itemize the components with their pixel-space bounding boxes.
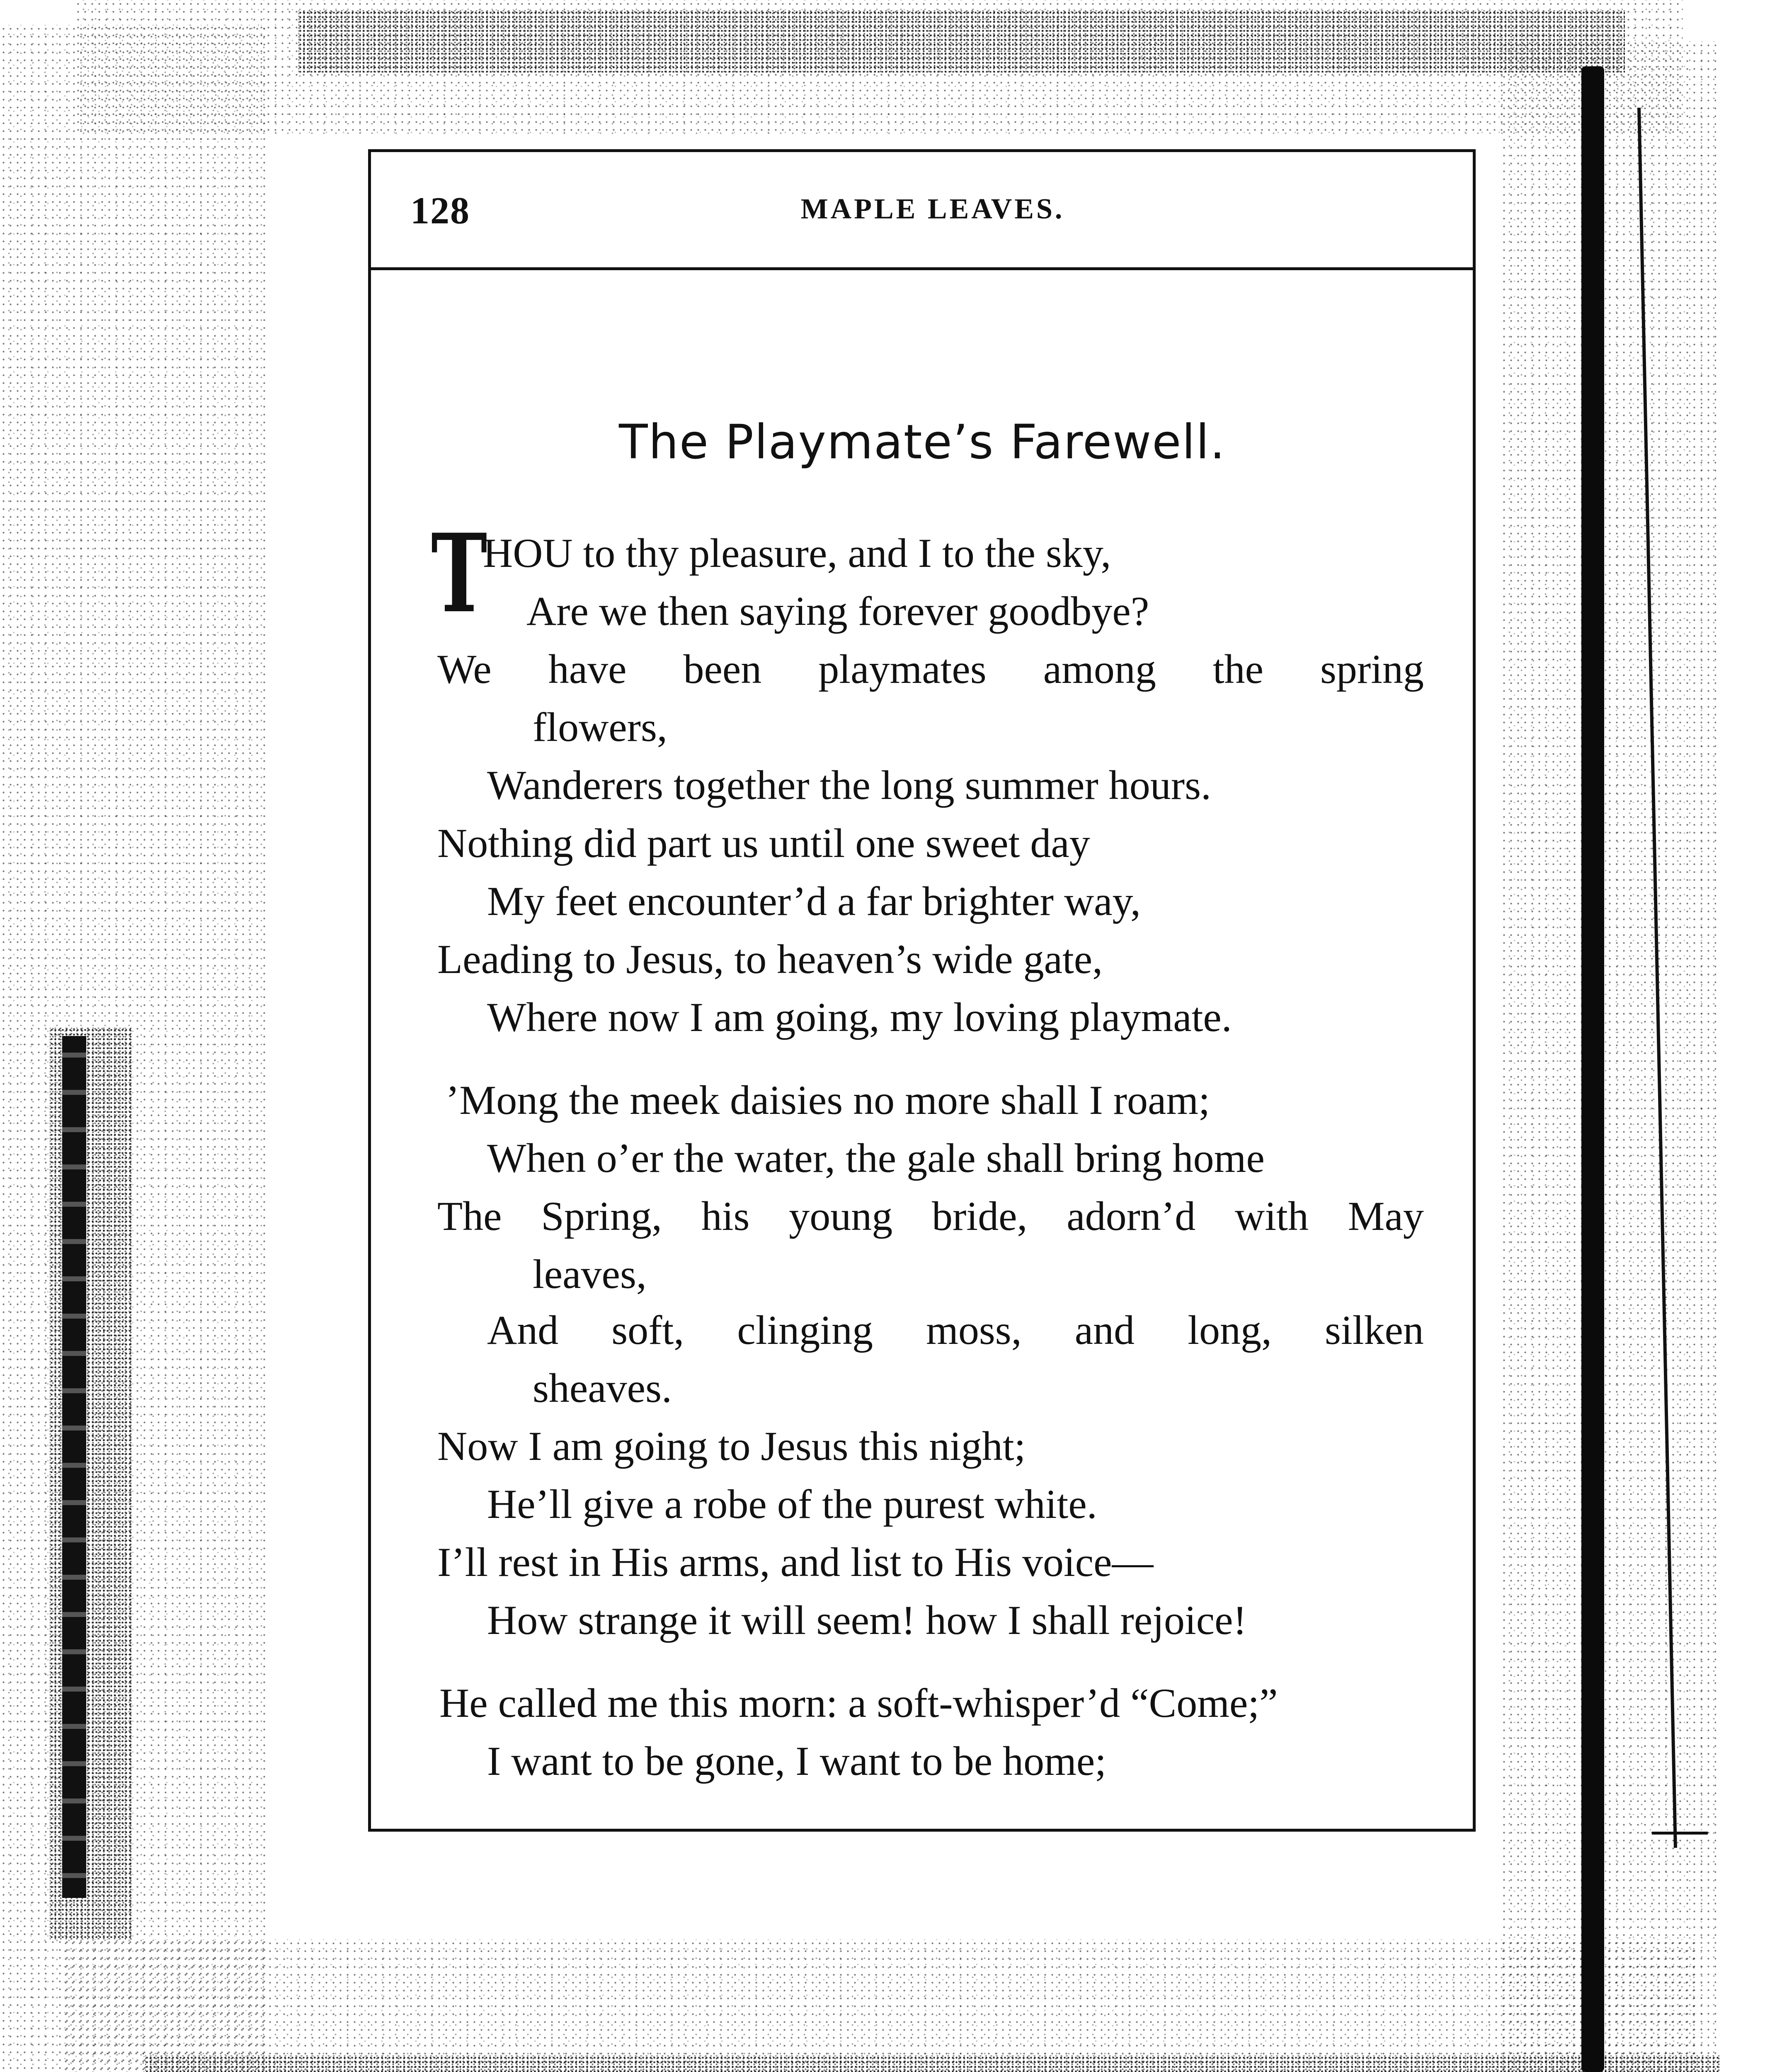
- word: adorn’d: [1067, 1193, 1196, 1239]
- page-number: 128: [410, 189, 470, 232]
- adjacent-page-edge: [1581, 66, 1604, 2072]
- poem-line: flowers,: [533, 704, 667, 750]
- scan-noise-left: [0, 25, 265, 2072]
- word: soft,: [611, 1307, 684, 1353]
- poem-line: Now I am going to Jesus this night;: [437, 1423, 1026, 1469]
- scan-noise-top: [75, 0, 1683, 137]
- word: his: [701, 1193, 750, 1239]
- poem-line: Leading to Jesus, to heaven’s wide gate,: [437, 936, 1103, 982]
- word: silken: [1325, 1307, 1424, 1353]
- poem-line-justified: [487, 1307, 1424, 1353]
- poem-line: HOU to thy pleasure, and I to the sky,: [483, 530, 1111, 576]
- word: We: [437, 646, 492, 692]
- word: spring: [1320, 646, 1424, 692]
- poem-line: Where now I am going, my loving playmate.: [487, 994, 1232, 1040]
- word: May: [1348, 1193, 1424, 1239]
- word: have: [548, 646, 627, 692]
- poem-line: leaves,: [533, 1251, 647, 1297]
- scan-noise-bottom: [62, 1939, 1700, 2072]
- word: bride,: [932, 1193, 1028, 1239]
- word: moss,: [926, 1307, 1022, 1353]
- poem-line: Wanderers together the long summer hours.: [487, 762, 1212, 808]
- poem-line: He’ll give a robe of the purest white.: [487, 1481, 1097, 1527]
- scan-edge-top: [298, 10, 1625, 73]
- poem-line: He called me this morn: a soft-whisper’d “Come;”: [439, 1680, 1278, 1726]
- word: been: [683, 646, 762, 692]
- scan-edge-bottom: [145, 2055, 1720, 2072]
- word: long,: [1188, 1307, 1272, 1353]
- poem-line: I want to be gone, I want to be home;: [487, 1738, 1107, 1784]
- binding-shadow: [62, 1036, 86, 1898]
- poem-line: ’Mong the meek daisies no more shall I roam;: [446, 1077, 1210, 1123]
- poem-line-justified: [437, 1193, 1424, 1239]
- drop-cap: T: [431, 511, 487, 637]
- word: The: [437, 1193, 502, 1239]
- poem-line: I’ll rest in His arms, and list to His voice—: [437, 1539, 1154, 1585]
- poem-title: The Playmate’s Farewell.: [618, 414, 1226, 470]
- poem-line: My feet encounter’d a far brighter way,: [487, 878, 1141, 924]
- poem-line: How strange it will seem! how I shall rejoice!: [487, 1597, 1247, 1643]
- word: clinging: [737, 1307, 873, 1353]
- adjacent-page-corner: [1652, 1832, 1708, 1835]
- word: the: [1212, 646, 1264, 692]
- poem-line: sheaves.: [533, 1365, 672, 1411]
- word: and: [1074, 1307, 1135, 1353]
- poem-line: Nothing did part us until one sweet day: [437, 820, 1090, 866]
- scan-noise-right: [1501, 41, 1716, 2072]
- running-head: MAPLE LEAVES.: [800, 193, 1065, 225]
- poem-line-justified: [437, 646, 1424, 692]
- word: young: [789, 1193, 893, 1239]
- word: Spring,: [541, 1193, 662, 1239]
- adjacent-page-border: [1637, 108, 1677, 1848]
- poem-line: When o’er the water, the gale shall bring home: [487, 1135, 1265, 1181]
- word: among: [1043, 646, 1156, 692]
- word: playmates: [818, 646, 987, 692]
- word: And: [487, 1307, 559, 1353]
- poem-line: Are we then saying forever goodbye?: [526, 588, 1149, 634]
- header-rule: [368, 267, 1476, 270]
- word: with: [1235, 1193, 1309, 1239]
